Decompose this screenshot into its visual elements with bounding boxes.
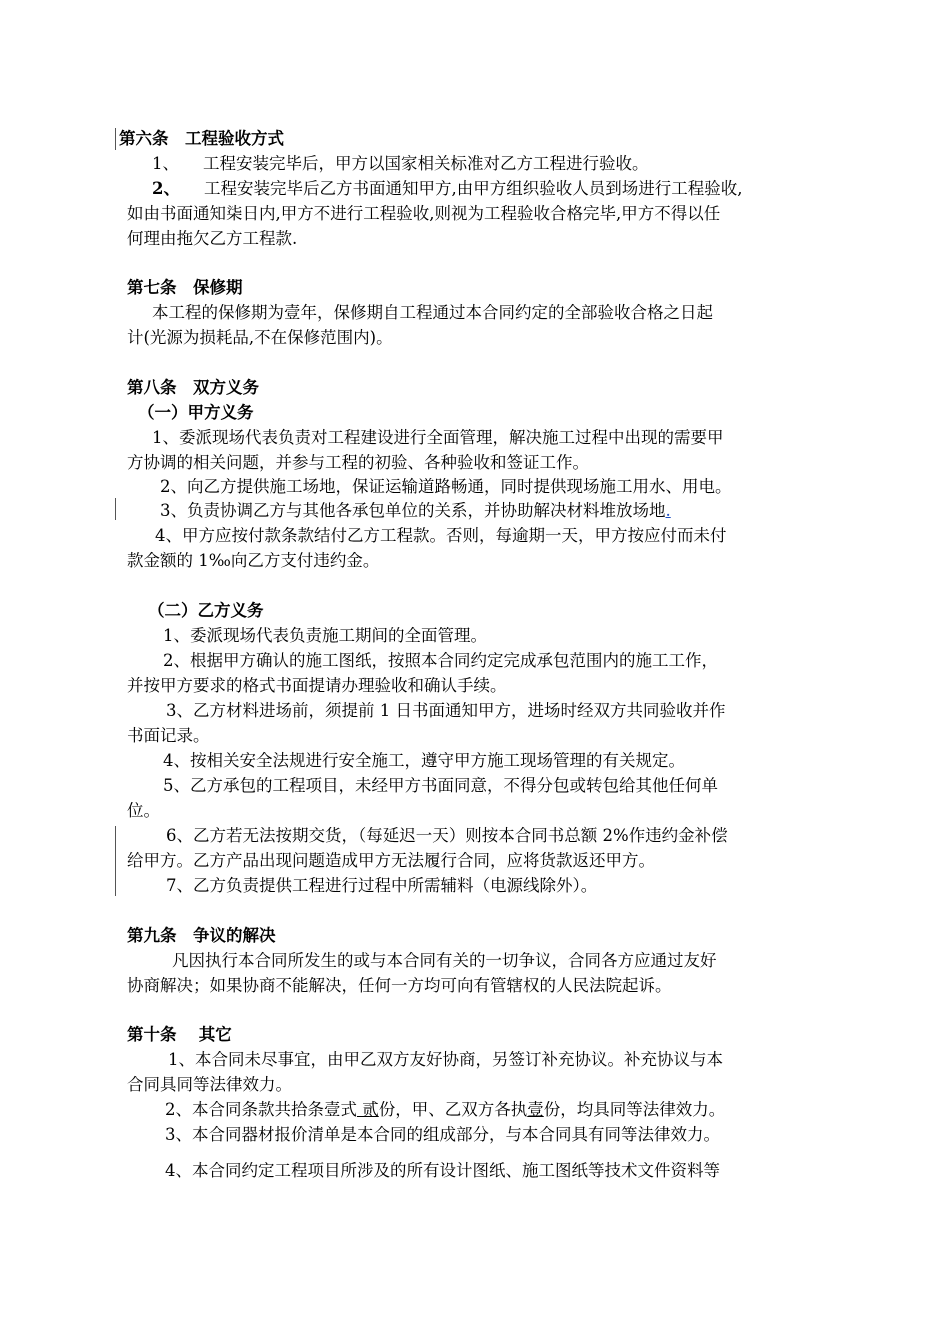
party-b-item-2: 2、根据甲方确认的施工图纸，按照本合同约定完成承包范围内的施工工作， [163,651,718,670]
change-bar [115,826,116,896]
change-bar [115,498,116,520]
article-6-item-2-line-3: 何理由拖欠乙方工程款. [127,229,298,248]
article-10-item-2: 2、本合同条款共拾条壹式 贰份，甲、乙双方各执壹份，均具同等法律效力。 [165,1100,726,1119]
copies-total: 贰 [357,1100,379,1119]
party-b-item-5: 5、乙方承包的工程项目，未经甲方书面同意，不得分包或转包给其他任何单 [163,776,718,795]
party-a-item-1: 1、委派现场代表负责对工程建设进行全面管理，解决施工过程中出现的需要甲 [152,428,724,447]
party-b-item-7: 7、乙方负责提供工程进行过程中所需辅料（电源线除外）。 [166,876,598,895]
party-b-item-1: 1、委派现场代表负责施工期间的全面管理。 [163,626,487,645]
party-b-item-3-line-2: 书面记录。 [127,726,210,745]
party-a-item-1-line-2: 方协调的相关问题，并参与工程的初验、各种验收和签证工作。 [127,453,589,472]
party-b-item-5-line-2: 位。 [127,801,160,820]
article-6-item-2: 2、 工程安装完毕后乙方书面通知甲方,由甲方组织验收人员到场进行工程验收, [152,179,743,198]
item-number: 1、 [152,154,179,173]
party-a-item-4: 4、甲方应按付款条款结付乙方工程款。否则，每逾期一天，甲方按应付而未付 [155,526,727,545]
party-a-item-2: 2、向乙方提供施工场地，保证运输道路畅通，同时提供现场施工用水、用电。 [160,477,732,496]
article-6-item-1: 1、 工程安装完毕后，甲方以国家相关标准对乙方工程进行验收。 [152,154,649,173]
party-a-obligations-title: （一）甲方义务 [138,403,254,422]
article-7-text-line-2: 计(光源为损耗品,不在保修范围内)。 [127,328,393,347]
party-b-item-6-line-2: 给甲方。乙方产品出现问题造成甲方无法履行合同，应将货款返还甲方。 [127,851,655,870]
article-10-item-1-line-2: 合同具同等法律效力。 [127,1075,292,1094]
article-6-item-2-line-2: 如由书面通知柒日内,甲方不进行工程验收,则视为工程验收合格完毕,甲方不得以任 [127,204,721,223]
article-10-title: 第十条 其它 [127,1025,232,1044]
article-10-item-3: 3、本合同器材报价清单是本合同的组成部分，与本合同具有同等法律效力。 [165,1125,720,1144]
item-number: 2、 [152,179,180,198]
article-6-title: 第六条 工程验收方式 [119,129,284,148]
copies-each: 壹 [527,1100,544,1119]
change-bar [115,128,116,150]
article-9-text: 凡因执行本合同所发生的或与本合同有关的一切争议，合同各方应通过友好 [172,951,717,970]
party-b-obligations-title: （二）乙方义务 [148,601,264,620]
party-b-item-6: 6、乙方若无法按期交货，（每延迟一天）则按本合同书总额 2%作违约金补偿 [166,826,728,845]
party-a-item-3: 3、负责协调乙方与其他各承包单位的关系，并协助解决材料堆放场地. [160,501,671,520]
article-9-title: 第九条 争议的解决 [127,926,276,945]
article-10-item-1: 1、本合同未尽事宜，由甲乙双方友好协商，另签订补充协议。补充协议与本 [168,1050,723,1069]
party-b-item-2-line-2: 并按甲方要求的格式书面提请办理验收和确认手续。 [127,676,507,695]
party-a-item-4-line-2: 款金额的 1‰向乙方支付违约金。 [127,551,380,570]
party-b-item-4: 4、按相关安全法规进行安全施工，遵守甲方施工现场管理的有关规定。 [163,751,685,770]
article-9-text-line-2: 协商解决；如果协商不能解决，任何一方均可向有管辖权的人民法院起诉。 [127,976,672,995]
party-b-item-3: 3、乙方材料进场前，须提前 1 日书面通知甲方，进场时经双方共同验收并作 [166,701,726,720]
article-7-text: 本工程的保修期为壹年，保修期自工程通过本合同约定的全部验收合格之日起 [152,303,713,322]
article-7-title: 第七条 保修期 [127,278,243,297]
article-10-item-4: 4、本合同约定工程项目所涉及的所有设计图纸、施工图纸等技术文件资料等 [165,1161,720,1180]
article-8-title: 第八条 双方义务 [127,378,259,397]
